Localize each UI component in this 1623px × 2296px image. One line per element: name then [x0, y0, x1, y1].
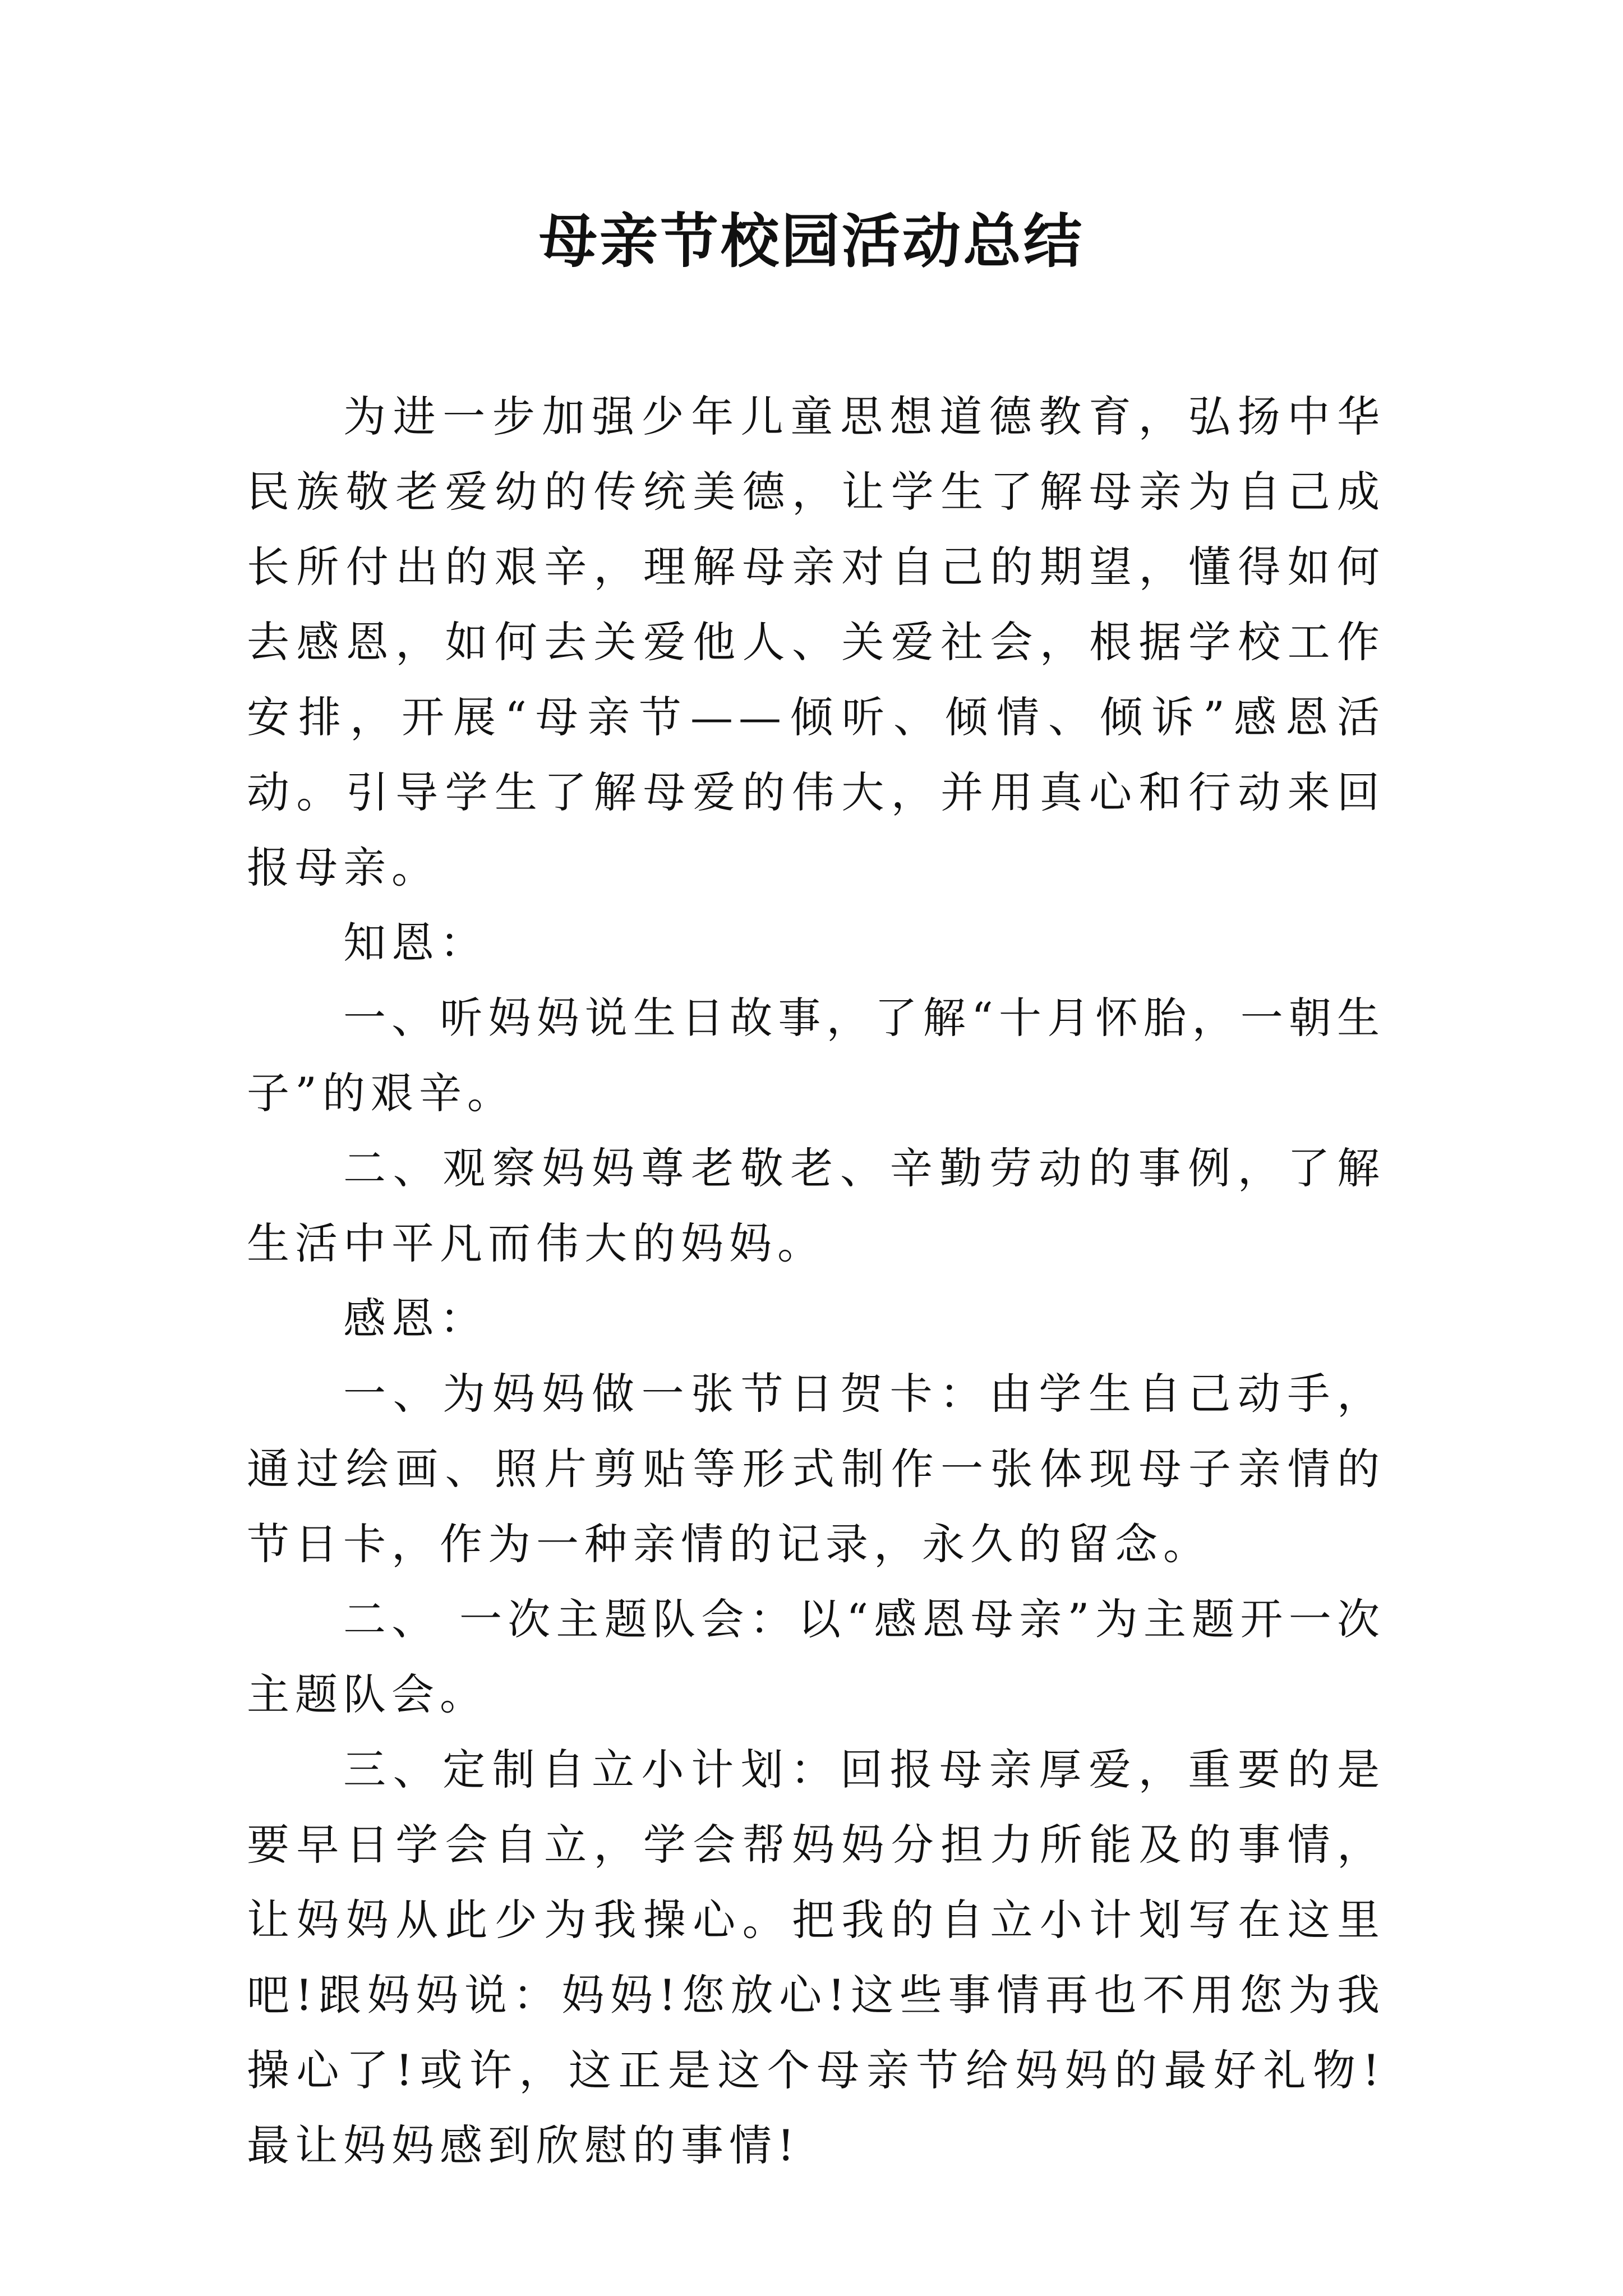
ganen-item-2: 二、 一次主题队会：以“感恩母亲”为主题开一次主题队会。 [247, 1594, 1385, 1719]
section-heading-zhien: 知恩： [343, 918, 488, 968]
ganen-item-1: 一、为妈妈做一张节日贺卡：由学生自己动手，通过绘画、照片剪贴等形式制作一张体现母子亲情的节日卡，作为一种亲情的记录，永久的留念。 [247, 1369, 1385, 1569]
document-title: 母亲节校园活动总结 [538, 206, 1084, 275]
zhien-item-1: 一、听妈妈说生日故事，了解“十月怀胎，一朝生子”的艰辛。 [247, 993, 1385, 1118]
section-heading-ganen: 感恩： [343, 1294, 488, 1343]
zhien-item-2: 二、观察妈妈尊老敬老、辛勤劳动的事例，了解生活中平凡而伟大的妈妈。 [247, 1143, 1385, 1268]
document-body [247, 379, 1385, 2183]
intro-paragraph: 为进一步加强少年儿童思想道德教育，弘扬中华民族敬老爱幼的传统美德，让学生了解母亲为自己成长所付出的艰辛，理解母亲对自己的期望，懂得如何去感恩，如何去关爱他人、关爱社会，根据学校工作安排，开展“母亲节——倾听、倾情、倾诉”感恩活动。引导学生了解母爱的伟大，并用真心和行动来回报母亲。 [247, 392, 1385, 892]
ganen-item-3: 三、定制自立小计划：回报母亲厚爱，重要的是要早日学会自立，学会帮妈妈分担力所能及的事情，让妈妈从此少为我操心。把我的自立小计划写在这里吧!跟妈妈说：妈妈!您放心!这些事情再也不用您为我操心了!或许，这正是这个母亲节给妈妈的最好礼物!最让妈妈感到欣慰的事情! [247, 1745, 1385, 2170]
